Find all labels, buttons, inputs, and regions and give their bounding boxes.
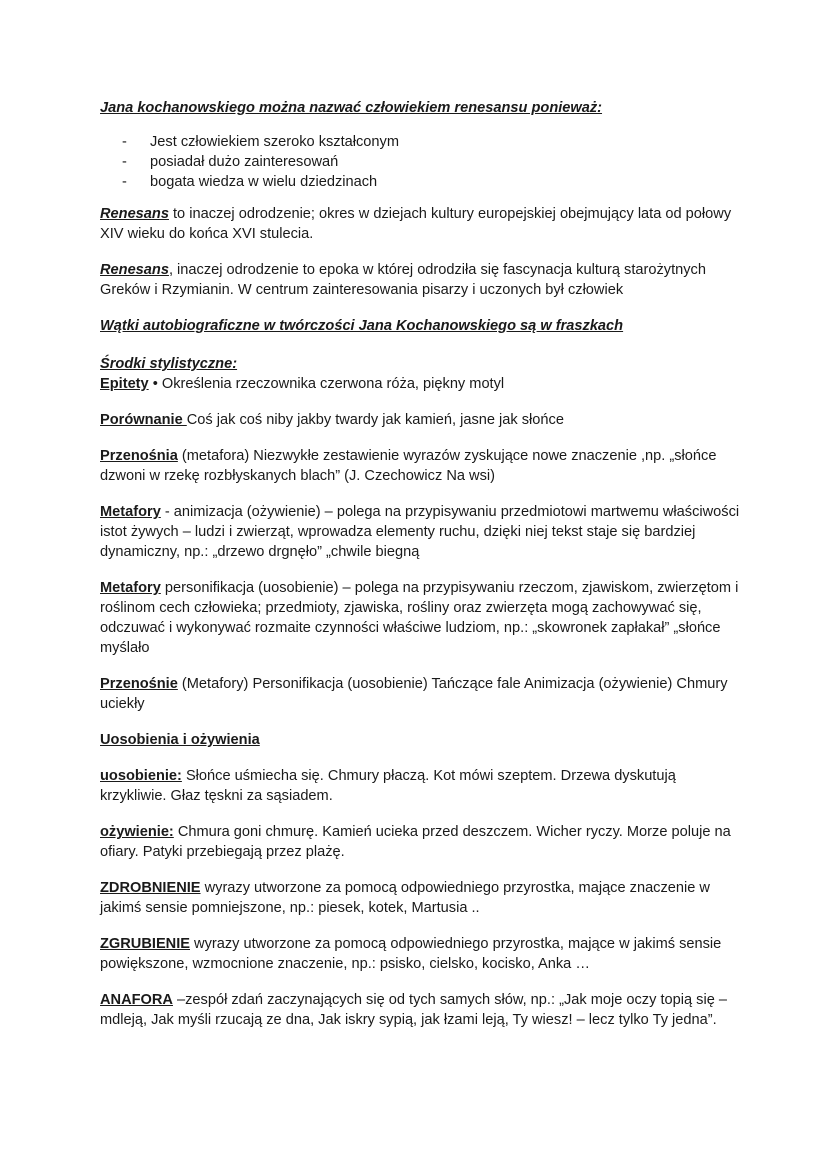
heading-stylistic-devices: Środki stylistyczne: [100, 356, 238, 372]
term-zdrobnienie: ZDROBNIENIE [100, 880, 201, 896]
przenosnia-definition: Przenośnia (metafora) Niezwykłe zestawienie wyrazów zyskujące nowe znaczenie ,np. „słońce dzwoni w rzekę rozbłyskanych blach” (J. Czechowicz Na wsi) [100, 448, 717, 484]
term-uosobienie: uosobienie: [100, 768, 182, 784]
term-renesans: Renesans [100, 206, 169, 222]
term-renesans: Renesans [100, 262, 169, 278]
porownanie-definition: Porównanie Coś jak coś niby jakby twardy jak kamień, jasne jak słońce [100, 412, 564, 428]
term-przenosnie: Przenośnie [100, 676, 178, 692]
term-anafora: ANAFORA [100, 992, 173, 1008]
epitety-definition: Epitety • Określenia rzeczownika czerwona róża, piękny motyl [100, 376, 505, 392]
list-item: - bogata wiedza w wielu dziedzinach [122, 174, 378, 190]
anafora-definition: ANAFORA –zespół zdań zaczynających się od tych samych słów, np.: „Jak moje oczy topią się – mdleją, Jak myśli rzucają ze dna, Jak iskry sypią, jak łzami leją, Ty wiesz! – lecz tylko Ty jedna”. [100, 992, 727, 1028]
metafory-animizacja-definition: Metafory - animizacja (ożywienie) – polega na przypisywaniu przedmiotowi martwemu właściwości istot żywych – ludzi i zwierząt, wprowadza elementy ruchu, dzięki niej tekst staje się bardziej dynamiczny, np.: „drzewo drgnęło” „chwile biegną [100, 504, 740, 560]
heading-uosobienia: Uosobienia i ożywienia [100, 732, 260, 748]
term-przenosnia: Przenośnia [100, 448, 178, 464]
list-dash: - [122, 174, 127, 190]
renesans-definition-2: Renesans, inaczej odrodzenie to epoka w której odrodziła się fascynacja kulturą starożytnych Greków i Rzymianin. W centrum zainteresowania pisarzy i uczonych był człowiek [100, 262, 706, 298]
heading-autobiographical: Wątki autobiograficzne w twórczości Jana Kochanowskiego są w fraszkach [100, 318, 624, 334]
list-item: - Jest człowiekiem szeroko kształconym [122, 134, 399, 150]
term-zgrubienie: ZGRUBIENIE [100, 936, 190, 952]
reasons-list [100, 132, 740, 192]
zdrobnienie-definition: ZDROBNIENIE wyrazy utworzone za pomocą odpowiedniego przyrostka, mające znaczenie w jakimś sensie pomniejszone, np.: piesek, kotek, Martusia .. [100, 880, 710, 916]
term-porownanie: Porównanie [100, 412, 187, 428]
zgrubienie-definition: ZGRUBIENIE wyrazy utworzone za pomocą odpowiedniego przyrostka, mające w jakimś sensie powiększone, wzmocnione znaczenie, np.: psisko, cielsko, kocisko, Anka … [100, 936, 722, 972]
heading-renaissance-man: Jana kochanowskiego można nazwać człowiekiem renesansu ponieważ: [100, 100, 603, 116]
term-epitety: Epitety [100, 376, 149, 392]
term-ozywienie: ożywienie: [100, 824, 174, 840]
uosobienie-examples: uosobienie: Słońce uśmiecha się. Chmury płaczą. Kot mówi szeptem. Drzewa dyskutują krzykliwie. Głaz tęskni za sąsiadem. [100, 768, 676, 804]
document-page [100, 98, 740, 1046]
term-metafory: Metafory [100, 580, 161, 596]
przenosnie-definition: Przenośnie (Metafory) Personifikacja (uosobienie) Tańczące fale Animizacja (ożywienie) Chmury uciekły [100, 676, 728, 712]
list-dash: - [122, 134, 127, 150]
list-item: - posiadał dużo zainteresowań [122, 154, 339, 170]
renesans-definition-1: Renesans to inaczej odrodzenie; okres w dziejach kultury europejskiej obejmujący lata od połowy XIV wieku do końca XVI stulecia. [100, 206, 732, 242]
term-metafory: Metafory [100, 504, 161, 520]
list-dash: - [122, 154, 127, 170]
metafory-personifikacja-definition: Metafory personifikacja (uosobienie) – polega na przypisywaniu rzeczom, zjawiskom, zwierzętom i roślinom cech człowieka; przedmioty, zjawiska, rośliny oraz zwierzęta mogą zachowywać się, odczuwać i wykonywać rozmaite czynności właściwe ludziom, np.: „skowronek zapłakał” „słońce myślało [100, 580, 739, 656]
ozywienie-examples: ożywienie: Chmura goni chmurę. Kamień ucieka przed deszczem. Wicher ryczy. Morze poluje na ofiary. Patyki przebiegają przez plażę. [100, 824, 731, 860]
